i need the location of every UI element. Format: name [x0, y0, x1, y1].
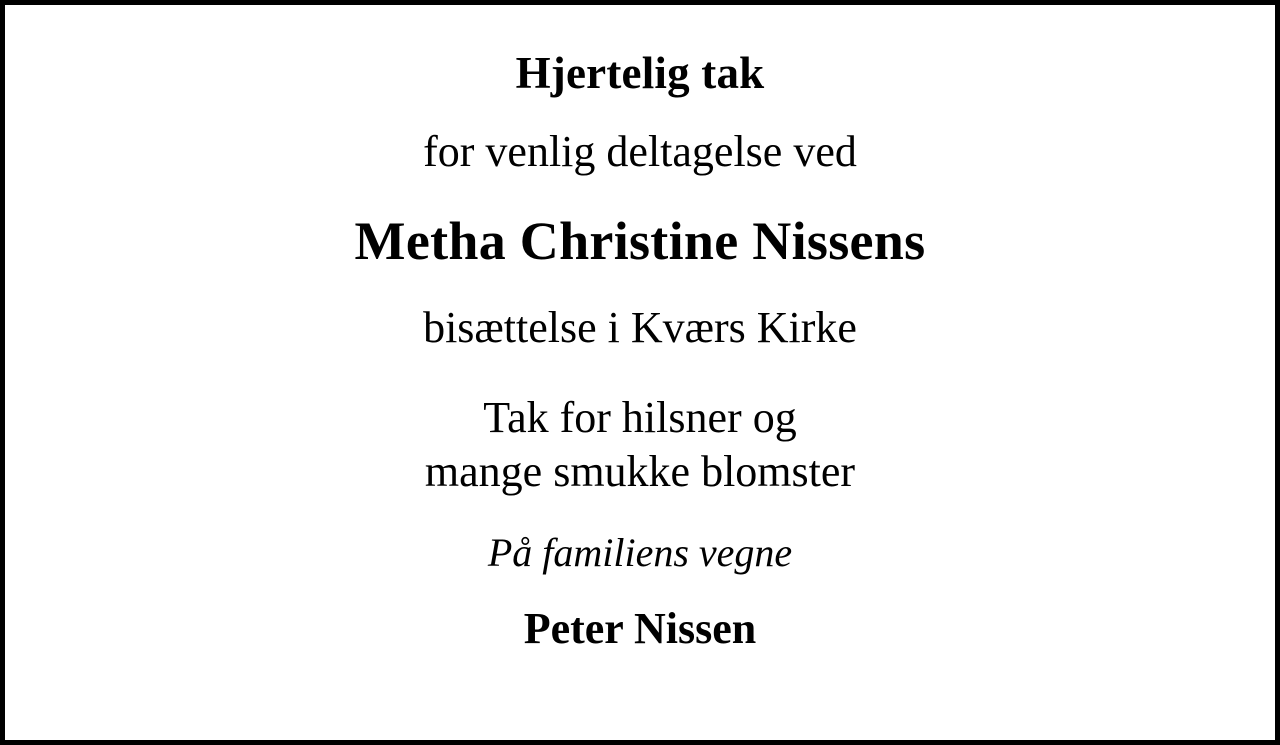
signature-name: Peter Nissen	[523, 603, 757, 653]
thanks-line-1: Tak for hilsner og	[483, 392, 797, 442]
deceased-name: Metha Christine Nissens	[354, 211, 926, 271]
notice-heading: Hjertelig tak	[515, 48, 765, 98]
on-behalf-of-text: På familiens vegne	[487, 530, 793, 576]
thanks-line-2: mange smukke blomster	[424, 446, 856, 496]
notice-intro-text: for venlig deltagelse ved	[423, 127, 857, 177]
funeral-location: bisættelse i Kværs Kirke	[423, 302, 857, 352]
